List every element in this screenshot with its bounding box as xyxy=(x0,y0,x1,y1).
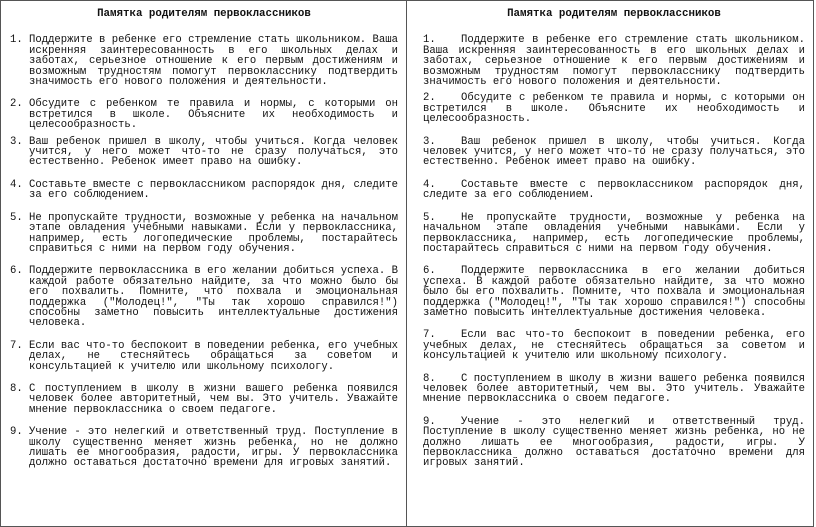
memo-item xyxy=(423,180,805,201)
memo-item xyxy=(10,180,398,201)
memo-item xyxy=(10,384,398,415)
item-text: Составьте вместе с первоклассником распорядок дня, следите за его соблюдением. xyxy=(423,178,805,202)
item-number: 4. xyxy=(10,178,23,191)
memo-item xyxy=(423,213,805,255)
memo-item xyxy=(10,427,398,469)
item-number: 2. xyxy=(423,92,436,105)
memo-list xyxy=(423,35,805,468)
item-number: 5. xyxy=(423,211,436,224)
memo-item xyxy=(423,266,805,318)
item-number: 9. xyxy=(423,415,436,428)
item-text: Поддержите в ребенке его стремление стать школьником. Ваша искренняя заинтересованность в его школьных делах и заботах, серьезное отношение к его первым достижениям и возможным трудностям помогут первокласснику подтвердить значимость его нового положения и деятельности. xyxy=(423,34,805,89)
item-number: 7. xyxy=(423,329,436,342)
item-number: 1. xyxy=(10,34,23,47)
memo-item xyxy=(423,374,805,405)
memo-item xyxy=(10,213,398,255)
memo-item xyxy=(10,341,398,372)
item-text: Учение - это нелегкий и ответственный труд. Поступление в школу существенно меняет жизнь ребенка, но не должно лишать ее многообразия, радости, игры. У первоклассника должно оставаться достаточно времени для игровых занятий. xyxy=(423,415,805,470)
memo-title: Памятка родителям первоклассников xyxy=(97,8,311,20)
memo-title: Памятка родителям первоклассников xyxy=(507,8,721,20)
item-text: С поступлением в школу в жизни вашего ребенка появился человек более авторитетный, чем вы. Это учитель. Уважайте мнение первоклассника о своем педагоге. xyxy=(29,382,398,416)
item-number: 3. xyxy=(10,135,23,148)
item-text: Поддержите в ребенке его стремление стать школьником. Ваша искренняя заинтересованность в его школьных делах и заботах, серьезное отношение к его первым достижениям и возможным трудностям помогут первокласснику подтвердить значимость его нового положения и деятельности. xyxy=(29,34,398,89)
item-text: Поддержите первоклассника в его желании добиться успеха. В каждой работе обязательно найдите, за что можно было бы его похвалить. Помните, что похвала и эмоциональная поддержка ("Молодец!", "Ты так хорошо справился!") способны заметно повысить интеллектуальные достижения человека. xyxy=(423,265,805,319)
item-text: Поддержите первоклассника в его желании добиться успеха. В каждой работе обязательно найдите, за что можно было бы его похвалить. Помните, что похвала и эмоциональная поддержка ("Молодец!", "Ты так хорошо справился!") способны заметно повысить интеллектуальные достижения человека. xyxy=(29,265,398,330)
item-number: 8. xyxy=(423,372,436,385)
memo-item xyxy=(423,330,805,361)
item-number: 9. xyxy=(10,426,23,439)
memo-item xyxy=(10,99,398,130)
item-number: 6. xyxy=(423,265,436,278)
item-text: Ваш ребенок пришел в школу, чтобы учиться. Когда человек учится, у него может что-то не сразу получаться, это естественно. Ребенок имеет право на ошибку. xyxy=(423,135,805,169)
item-text: Обсудите с ребенком те правила и нормы, с которыми он встретился в школе. Объясните их необходимость и целесообразность. xyxy=(29,98,398,132)
item-number: 4. xyxy=(423,178,436,191)
item-number: 6. xyxy=(10,265,23,278)
item-number: 3. xyxy=(423,135,436,148)
item-number: 8. xyxy=(10,382,23,395)
item-number: 1. xyxy=(423,34,436,47)
memo-item xyxy=(423,417,805,469)
memo-right-column xyxy=(407,0,814,527)
memo-list xyxy=(10,35,398,468)
item-text: Ваш ребенок пришел в школу, чтобы учиться. Когда человек учится, у него может что-то не сразу получаться, это естественно. Ребенок имеет право на ошибку. xyxy=(29,135,398,169)
memo-item xyxy=(423,93,805,124)
item-text: Составьте вместе с первоклассником распорядок дня, следите за его соблюдением. xyxy=(29,178,398,202)
memo-item xyxy=(423,137,805,168)
item-text: Если вас что-то беспокоит в поведении ребенка, его учебных делах, не стесняйтесь обращаться за советом и консультацией к учителю или школьному психологу. xyxy=(423,329,805,363)
item-text: Не пропускайте трудности, возможные у ребенка на начальном этапе овладения учебными навыками. Если у первоклассника, например, есть логопедические проблемы, постарайтесь справиться с ними на первом году обучения. xyxy=(423,211,805,255)
item-number: 7. xyxy=(10,339,23,352)
item-text: С поступлением в школу в жизни вашего ребенка появился человек более авторитетный, чем вы. Это учитель. Уважайте мнение первоклассника о своем педагоге. xyxy=(423,372,805,406)
memo-item xyxy=(10,266,398,328)
item-text: Не пропускайте трудности, возможные у ребенка на начальном этапе овладения учебными навыками. Если у первоклассника, например, есть логопедические проблемы, постарайтесь справиться с ними на первом году обучения. xyxy=(29,211,398,255)
memo-item xyxy=(423,35,805,87)
memo-item xyxy=(10,35,398,87)
item-text: Учение - это нелегкий и ответственный труд. Поступление в школу существенно меняет жизнь ребенка, но не должно лишать ее многообразия, радости, игры. У первоклассника должно оставаться достаточно времени для игровых занятий. xyxy=(29,426,398,470)
item-number: 5. xyxy=(10,211,23,224)
memo-left-column xyxy=(0,0,407,527)
item-text: Если вас что-то беспокоит в поведении ребенка, его учебных делах, не стесняйтесь обращаться за советом и консультацией к учителю или школьному психологу. xyxy=(29,339,398,373)
memo-item xyxy=(10,137,398,168)
item-text: Обсудите с ребенком те правила и нормы, с которыми он встретился в школе. Объясните их необходимость и целесообразность. xyxy=(423,92,805,126)
item-number: 2. xyxy=(10,98,23,111)
